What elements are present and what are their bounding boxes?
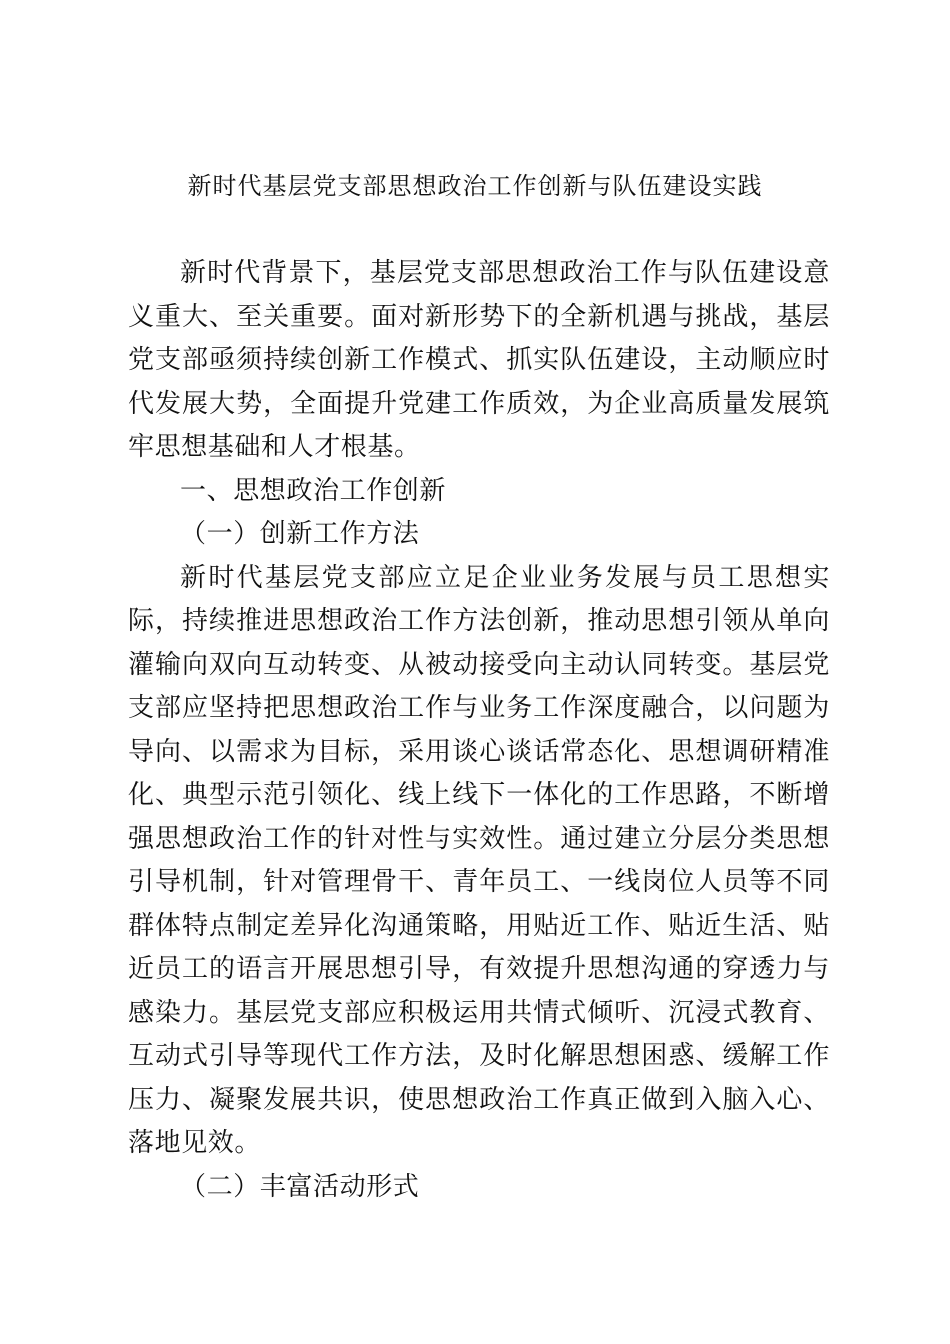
subsection-heading-1: （一）创新工作方法 (180, 519, 420, 549)
subsection-heading-2: （二）丰富活动形式 (180, 1171, 420, 1202)
document-title: 新时代基层党支部思想政治工作创新与队伍建设实践 (187, 172, 763, 200)
section-heading-1: 一、思想政治工作创新 (180, 475, 447, 506)
document-body (128, 252, 830, 1209)
subsection-1-paragraph: 新时代基层党支部应立足企业业务发展与员工思想实际，持续推进思想政治工作方法创新，推动思想引领从单向灌输向双向互动转变、从被动接受向主动认同转变。基层党支部应坚持把思想政治工作与业务工作深度融合，以问题为导向、以需求为目标，采用谈心谈话常态化、思想调研精准化、典型示范引领化、线上线下一体化的工作思路，不断增强思想政治工作的针对性与实效性。通过建立分层分类思想引导机制，针对管理骨干、青年员工、一线岗位人员等不同群体特点制定差异化沟通策略，用贴近工作、贴近生活、贴近员工的语言开展思想引导，有效提升思想沟通的穿透力与感染力。基层党支部应积极运用共情式倾听、沉浸式教育、互动式引导等现代工作方法，及时化解思想困惑、缓解工作压力、凝聚发展共识，使思想政治工作真正做到入脑入心、落地见效。 (128, 562, 830, 1158)
intro-paragraph: 新时代背景下，基层党支部思想政治工作与队伍建设意义重大、至关重要。面对新形势下的全新机遇与挑战，基层党支部亟须持续创新工作模式、抓实队伍建设，主动顺应时代发展大势，全面提升党建工作质效，为企业高质量发展筑牢思想基础和人才根基。 (128, 258, 830, 462)
